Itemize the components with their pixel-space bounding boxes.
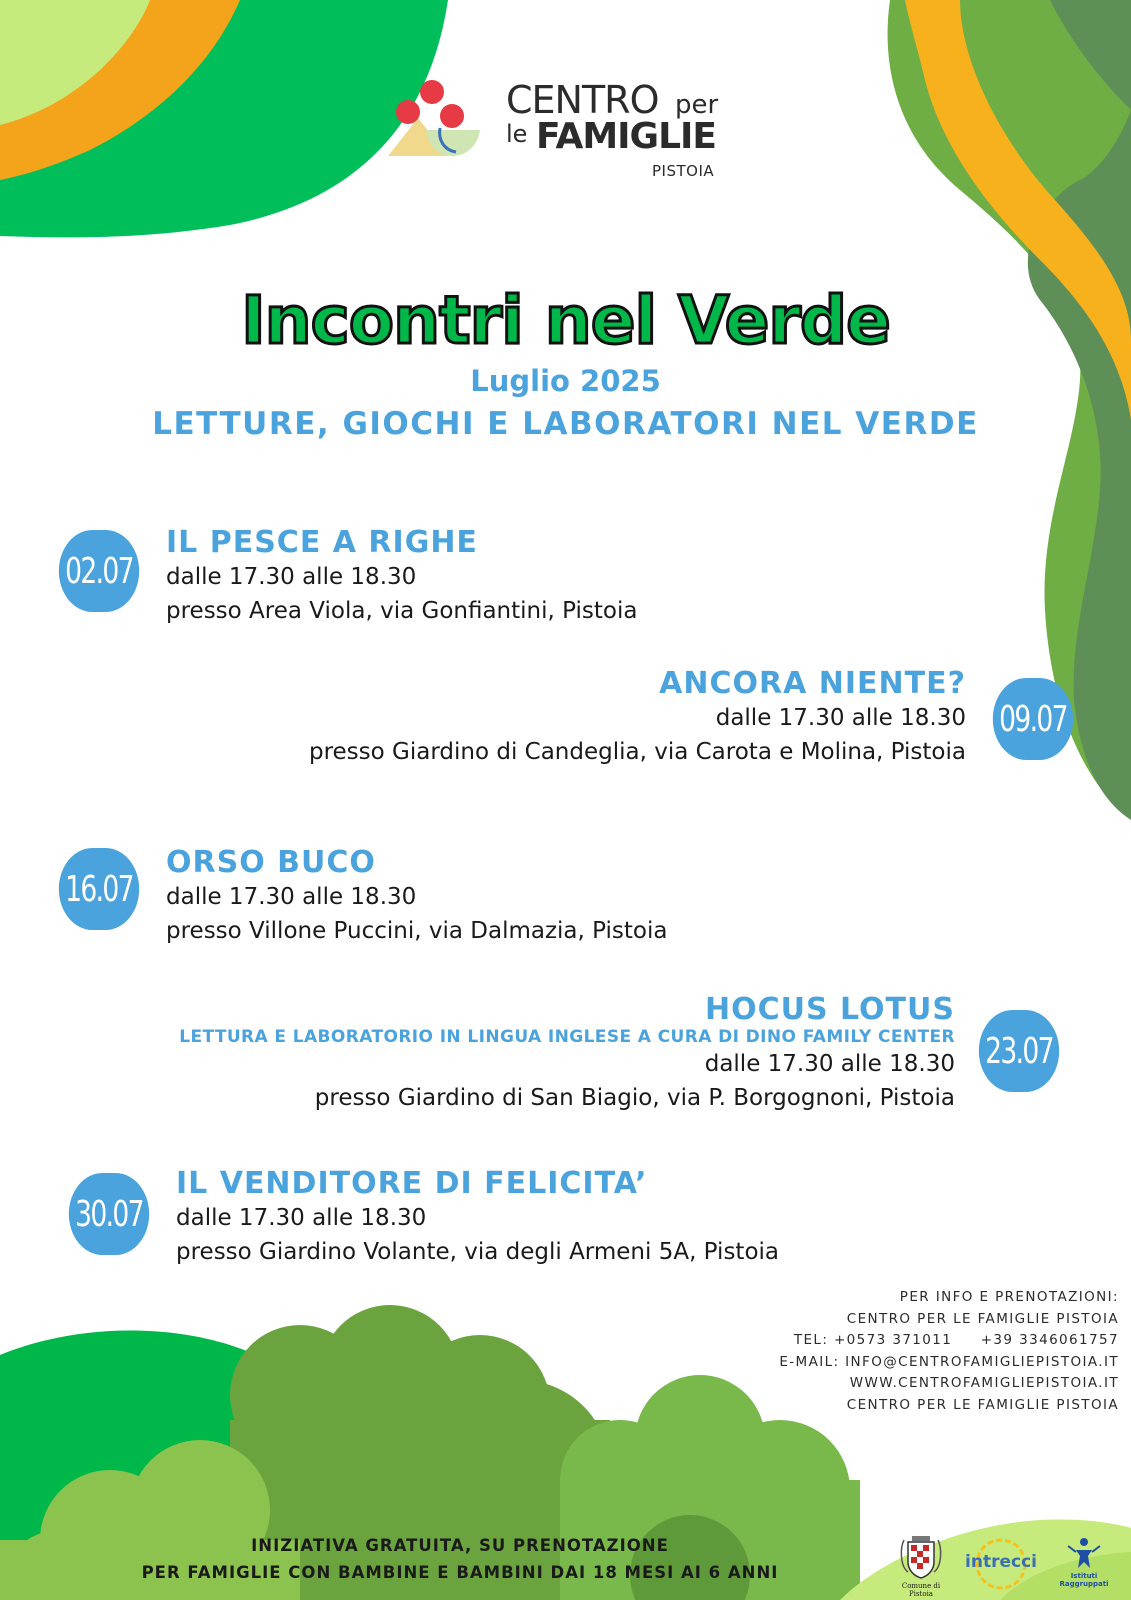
- event-item: [179, 992, 955, 1115]
- figures-icon: [1054, 1536, 1114, 1570]
- logo-famiglie: FAMIGLIE: [536, 116, 717, 157]
- event-item: [166, 845, 667, 948]
- page-title: Incontri nel Verde: [241, 282, 890, 359]
- contact-web[interactable]: WWW.CENTROFAMIGLIEPISTOIA.IT: [849, 1375, 1119, 1391]
- date-badge: 16.07: [59, 848, 139, 930]
- logo-pistoia: PISTOIA: [652, 162, 715, 180]
- tagline: LETTURE, GIOCHI E LABORATORI NEL VERDE: [152, 406, 979, 442]
- logo-centro: CENTRO: [506, 78, 659, 122]
- logo-per: per: [675, 90, 719, 120]
- contact-info: [779, 1287, 1119, 1416]
- footer-line-1: INIZIATIVA GRATUITA, SU PRENOTAZIONE: [251, 1536, 669, 1555]
- event-place: presso Villone Puccini, via Dalmazia, Pistoia: [166, 918, 668, 944]
- event-place: presso Area Viola, via Gonfiantini, Pistoia: [166, 598, 638, 624]
- event-place: presso Giardino di San Biagio, via P. Borgognoni, Pistoia: [314, 1085, 955, 1111]
- contact-heading: PER INFO E PRENOTAZIONI:: [899, 1289, 1119, 1305]
- event-place: presso Giardino di Candeglia, via Carota e Molina, Pistoia: [308, 739, 966, 765]
- date-badge: 02.07: [59, 530, 139, 612]
- month-subtitle: Luglio 2025: [470, 364, 661, 398]
- logo-mark-icon: [388, 78, 488, 160]
- event-title: HOCUS LOTUS: [704, 992, 955, 1027]
- footer-line-2: PER FAMIGLIE CON BAMBINE E BAMBINI DAI 18 MESI AI 6 ANNI: [141, 1563, 779, 1582]
- event-item: [176, 1166, 779, 1269]
- contact-social: CENTRO PER LE FAMIGLIE PISTOIA: [846, 1396, 1119, 1413]
- coat-of-arms-icon: [890, 1536, 952, 1580]
- logo-le: le: [506, 120, 528, 148]
- event-title: ANCORA NIENTE?: [659, 666, 966, 701]
- date-badge: 23.07: [979, 1010, 1059, 1092]
- istituti-logo: [1054, 1536, 1114, 1592]
- date-badge: 09.07: [993, 678, 1073, 760]
- event-subtitle: LETTURA E LABORATORIO IN LINGUA INGLESE A CURA DI DINO FAMILY CENTER: [179, 1027, 955, 1047]
- event-time: dalle 17.30 alle 18.30: [166, 884, 417, 910]
- intrecci-label: intrecci: [965, 1552, 1037, 1572]
- contact-org: CENTRO PER LE FAMIGLIE PISTOIA: [846, 1310, 1119, 1327]
- comune-label: Comune di Pistoia: [901, 1582, 941, 1598]
- event-item: [309, 666, 966, 769]
- event-time: dalle 17.30 alle 18.30: [176, 1205, 427, 1231]
- contact-tel: TEL: +0573 371011 +39 3346061757: [793, 1332, 1119, 1348]
- event-item: [166, 525, 637, 628]
- event-title: IL VENDITORE DI FELICITA’: [176, 1166, 648, 1201]
- intrecci-logo: [964, 1536, 1038, 1592]
- event-title: ORSO BUCO: [166, 845, 376, 880]
- istituti-label: Istituti Raggruppati: [1059, 1572, 1109, 1588]
- date-badge: 30.07: [69, 1173, 149, 1255]
- event-time: dalle 17.30 alle 18.30: [704, 1051, 955, 1077]
- footer-note: [80, 1532, 840, 1586]
- contact-email[interactable]: E-MAIL: INFO@CENTROFAMIGLIEPISTOIA.IT: [779, 1353, 1119, 1370]
- event-place: presso Giardino Volante, via degli Armeni 5A, Pistoia: [176, 1239, 779, 1265]
- event-title: IL PESCE A RIGHE: [166, 525, 478, 560]
- event-time: dalle 17.30 alle 18.30: [715, 705, 966, 731]
- event-time: dalle 17.30 alle 18.30: [166, 564, 417, 590]
- logo: [388, 78, 728, 188]
- comune-logo: [890, 1536, 952, 1596]
